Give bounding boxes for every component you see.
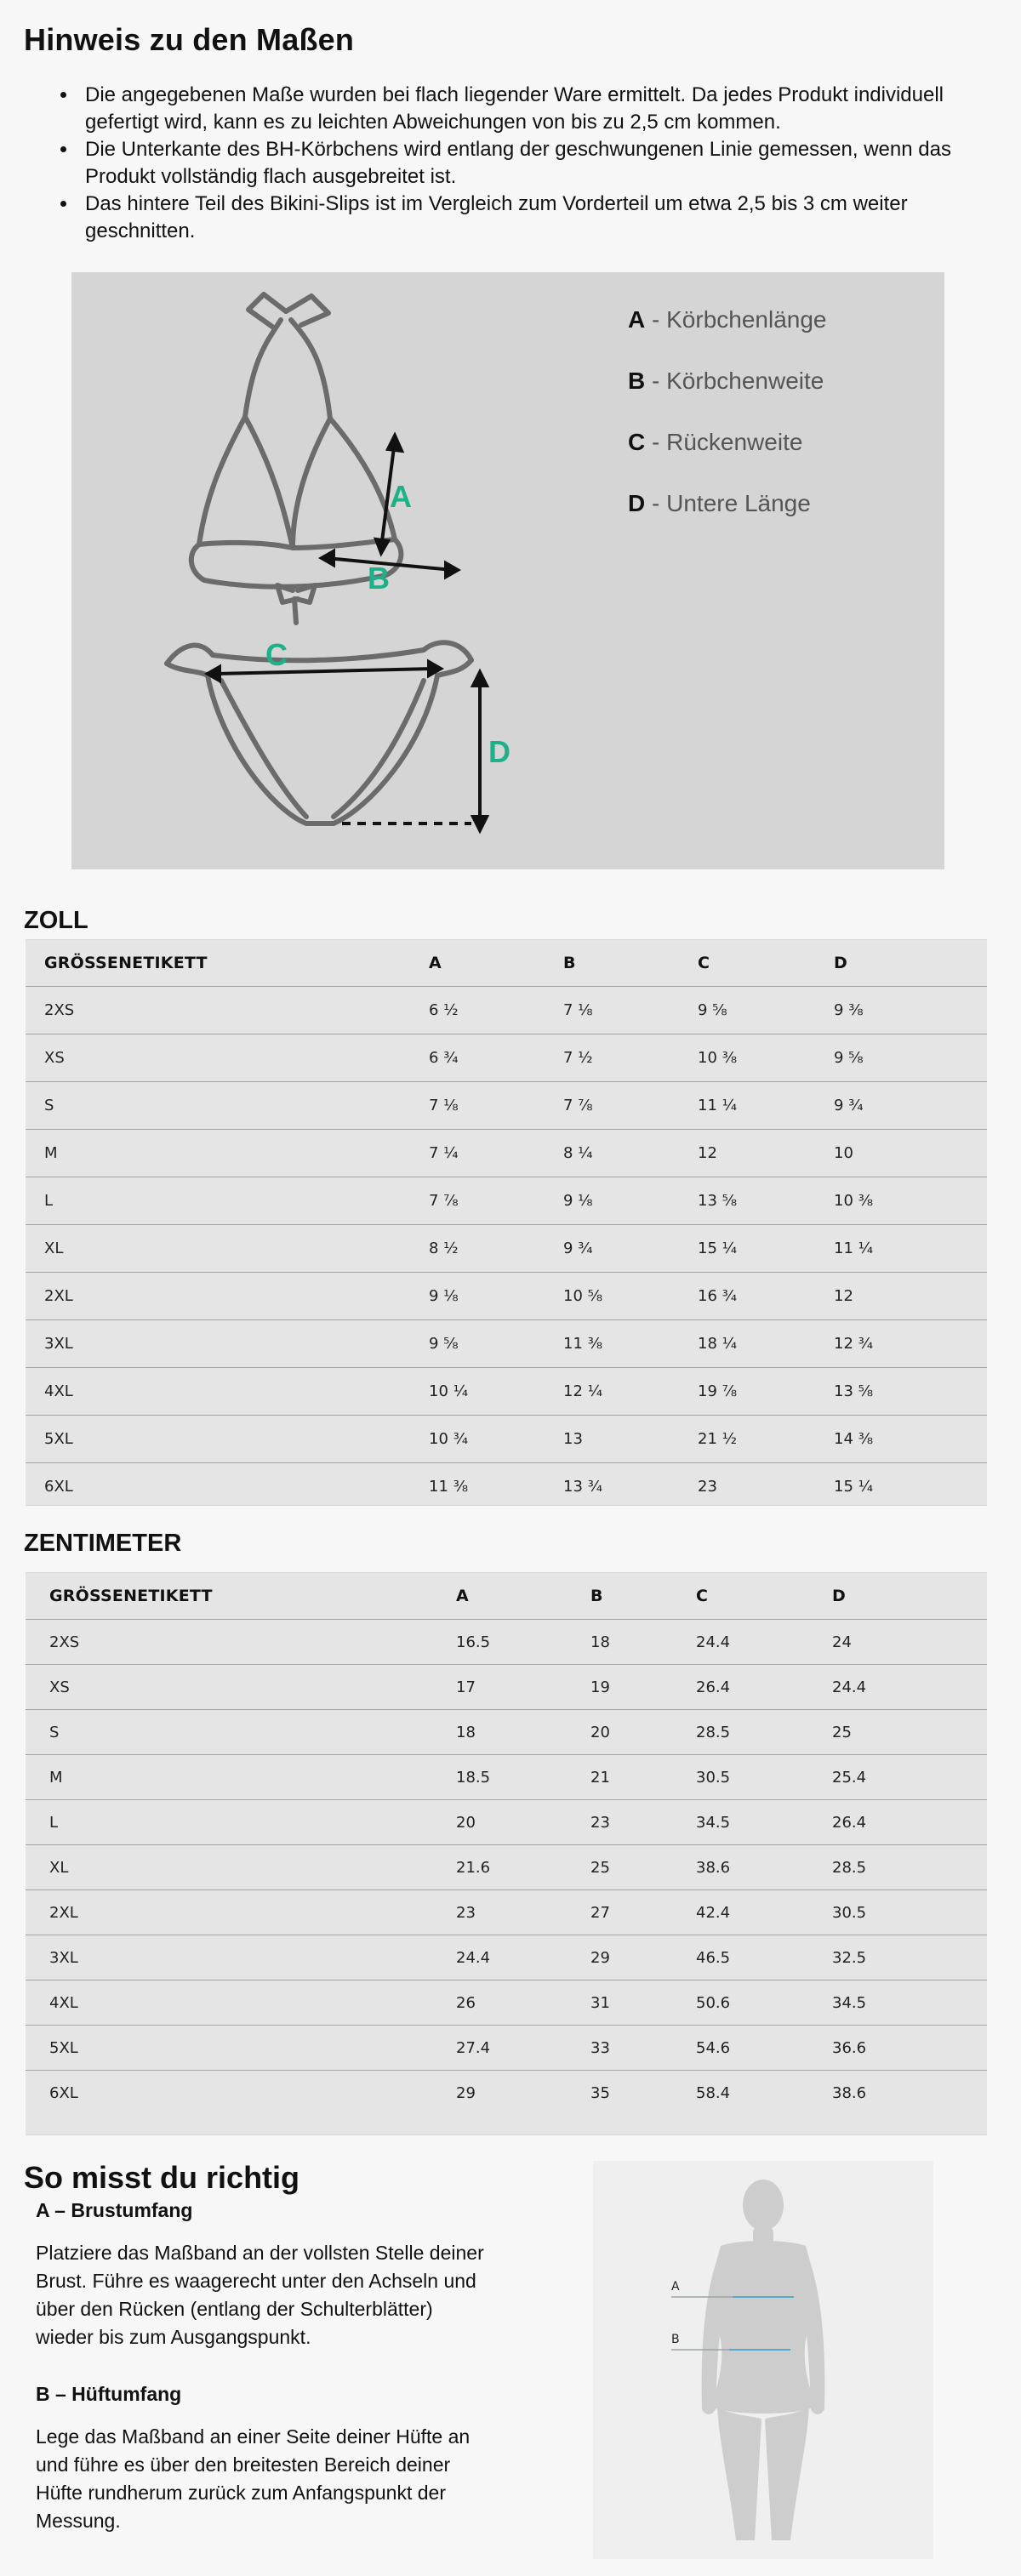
legend-letter: B — [628, 368, 646, 394]
value-cell: 21.6 — [456, 1845, 590, 1890]
value-cell: 9 ⅛ — [429, 1273, 563, 1320]
value-cell: 9 ⅛ — [563, 1177, 698, 1225]
table-row — [26, 2071, 987, 2116]
value-cell: 16 ¾ — [698, 1273, 834, 1320]
figure-label-b: B — [671, 2333, 680, 2346]
value-cell: 18 — [590, 1620, 696, 1665]
legend-item — [628, 306, 900, 368]
value-cell: 18.5 — [456, 1755, 590, 1800]
value-cell: 25 — [590, 1845, 696, 1890]
value-cell: 26.4 — [696, 1665, 832, 1710]
table-row — [26, 1935, 987, 1980]
diagram-legend — [628, 306, 900, 551]
value-cell: 7 ⅛ — [563, 987, 698, 1034]
value-cell: 15 ¼ — [834, 1463, 987, 1511]
size-cell: M — [26, 1755, 456, 1800]
value-cell: 13 ⅝ — [834, 1368, 987, 1416]
table-row — [26, 987, 987, 1034]
bust-instructions: Platziere das Maßband an der vollsten Stelle deiner Brust. Führe es waagerecht unter den Achseln und über den Rücken (entlang der Schulterblätter) wieder bis zum Ausgangspunkt. — [36, 2242, 484, 2348]
value-cell: 28.5 — [696, 1710, 832, 1755]
size-cell: XL — [26, 1225, 429, 1273]
value-cell: 34.5 — [696, 1800, 832, 1845]
value-cell: 50.6 — [696, 1980, 832, 2026]
value-cell: 7 ¼ — [429, 1130, 563, 1177]
value-cell: 7 ⅞ — [429, 1177, 563, 1225]
cm-size-table — [26, 1572, 987, 2135]
value-cell: 8 ½ — [429, 1225, 563, 1273]
size-cell: XL — [26, 1845, 456, 1890]
inch-size-table — [26, 939, 987, 1506]
notes-title: Hinweis zu den Maßen — [24, 22, 355, 57]
column-header: B — [563, 954, 576, 972]
column-header: B — [590, 1587, 603, 1605]
value-cell: 12 — [698, 1130, 834, 1177]
diagram-letter-d: D — [488, 734, 510, 769]
size-cell: XS — [26, 1665, 456, 1710]
size-cell: 5XL — [26, 2026, 456, 2071]
table-row — [26, 1800, 987, 1845]
legend-letter: A — [628, 306, 646, 333]
size-cell: 6XL — [26, 1463, 429, 1511]
value-cell: 25.4 — [832, 1755, 987, 1800]
value-cell: 12 ¼ — [563, 1368, 698, 1416]
measuring-guide — [24, 2159, 551, 2535]
value-cell: 23 — [456, 1890, 590, 1935]
value-cell: 15 ¼ — [698, 1225, 834, 1273]
value-cell: 9 ⅜ — [834, 987, 987, 1034]
table-row — [26, 1177, 987, 1225]
value-cell: 30.5 — [696, 1755, 832, 1800]
value-cell: 31 — [590, 1980, 696, 2026]
value-cell: 35 — [590, 2071, 696, 2116]
column-header: D — [832, 1587, 846, 1605]
value-cell: 58.4 — [696, 2071, 832, 2116]
table-row — [26, 1665, 987, 1710]
figure-label-a: A — [671, 2280, 680, 2294]
value-cell: 42.4 — [696, 1890, 832, 1935]
hip-instructions: Lege das Maßband an einer Seite deiner Hüfte an und führe es über den breitesten Bereich deiner Hüfte rundherum zurück zum Anfangspunkt der Messung. — [36, 2425, 471, 2532]
value-cell: 9 ⅝ — [698, 987, 834, 1034]
table-row — [26, 1463, 987, 1511]
size-cell: S — [26, 1082, 429, 1130]
note-item: • Das hintere Teil des Bikini-Slips ist im Vergleich zum Vorderteil um etwa 2,5 bis 3 cm weiter geschnitten. — [78, 191, 980, 245]
value-cell: 19 ⅞ — [698, 1368, 834, 1416]
value-cell: 21 — [590, 1755, 696, 1800]
value-cell: 9 ⅝ — [834, 1034, 987, 1082]
value-cell: 27.4 — [456, 2026, 590, 2071]
value-cell: 24.4 — [696, 1620, 832, 1665]
value-cell: 54.6 — [696, 2026, 832, 2071]
size-cell: 6XL — [26, 2071, 456, 2116]
table-row — [26, 1320, 987, 1368]
table-header-row — [26, 940, 987, 987]
size-cell: 2XL — [26, 1273, 429, 1320]
size-cell: 4XL — [26, 1368, 429, 1416]
value-cell: 10 ⅜ — [834, 1177, 987, 1225]
size-cell: 2XS — [26, 987, 429, 1034]
notes-list — [78, 82, 980, 245]
table-row — [26, 1755, 987, 1800]
value-cell: 30.5 — [832, 1890, 987, 1935]
legend-label: - Rückenweite — [645, 429, 803, 455]
value-cell: 28.5 — [832, 1845, 987, 1890]
size-cell: 2XL — [26, 1890, 456, 1935]
value-cell: 24.4 — [832, 1665, 987, 1710]
size-cell: 4XL — [26, 1980, 456, 2026]
table-row — [26, 1890, 987, 1935]
table-row — [26, 1845, 987, 1890]
value-cell: 7 ⅛ — [429, 1082, 563, 1130]
value-cell: 12 ¾ — [834, 1320, 987, 1368]
value-cell: 21 ½ — [698, 1416, 834, 1463]
value-cell: 11 ¼ — [834, 1225, 987, 1273]
value-cell: 9 ¾ — [563, 1225, 698, 1273]
value-cell: 18 — [456, 1710, 590, 1755]
value-cell: 38.6 — [832, 2071, 987, 2116]
body-silhouette — [593, 2161, 933, 2559]
size-cell: S — [26, 1710, 456, 1755]
value-cell: 13 ¾ — [563, 1463, 698, 1511]
value-cell: 10 ¼ — [429, 1368, 563, 1416]
column-header: C — [698, 954, 710, 972]
table-row — [26, 1710, 987, 1755]
column-header: GRÖSSENETIKETT — [49, 1587, 213, 1605]
legend-letter: C — [628, 429, 646, 455]
size-table — [26, 940, 987, 1510]
value-cell: 33 — [590, 2026, 696, 2071]
value-cell: 29 — [590, 1935, 696, 1980]
value-cell: 34.5 — [832, 1980, 987, 2026]
table-row — [26, 1980, 987, 2026]
size-cell: XS — [26, 1034, 429, 1082]
size-cell: M — [26, 1130, 429, 1177]
value-cell: 13 ⅝ — [698, 1177, 834, 1225]
column-header: A — [456, 1587, 469, 1605]
value-cell: 7 ⅞ — [563, 1082, 698, 1130]
legend-label: - Körbchenlänge — [645, 306, 827, 333]
value-cell: 10 ¾ — [429, 1416, 563, 1463]
value-cell: 17 — [456, 1665, 590, 1710]
value-cell: 24.4 — [456, 1935, 590, 1980]
value-cell: 16.5 — [456, 1620, 590, 1665]
value-cell: 14 ⅜ — [834, 1416, 987, 1463]
diagram-letter-c: C — [265, 637, 288, 672]
value-cell: 27 — [590, 1890, 696, 1935]
table-header-row — [26, 1573, 987, 1620]
measure-title: So misst du richtig — [24, 2160, 300, 2195]
table-row — [26, 1273, 987, 1320]
value-cell: 6 ½ — [429, 987, 563, 1034]
inch-table-title: ZOLL — [24, 907, 88, 934]
diagram-letter-b: B — [368, 561, 390, 596]
value-cell: 23 — [590, 1800, 696, 1845]
table-row — [26, 1130, 987, 1177]
table-row — [26, 1416, 987, 1463]
value-cell: 11 ⅜ — [563, 1320, 698, 1368]
column-header: D — [834, 954, 847, 972]
value-cell: 10 ⅝ — [563, 1273, 698, 1320]
value-cell: 10 ⅜ — [698, 1034, 834, 1082]
table-row — [26, 1082, 987, 1130]
value-cell: 46.5 — [696, 1935, 832, 1980]
legend-label: - Körbchenweite — [645, 368, 824, 394]
bust-heading: A – Brustumfang — [36, 2199, 193, 2221]
legend-label: - Untere Länge — [645, 490, 811, 516]
value-cell: 12 — [834, 1273, 987, 1320]
legend-item — [628, 490, 900, 551]
cm-table-title: ZENTIMETER — [24, 1530, 182, 1557]
value-cell: 9 ⅝ — [429, 1320, 563, 1368]
column-header: GRÖSSENETIKETT — [44, 954, 208, 972]
value-cell: 11 ⅜ — [429, 1463, 563, 1511]
size-cell: 3XL — [26, 1320, 429, 1368]
table-row — [26, 2026, 987, 2071]
value-cell: 8 ¼ — [563, 1130, 698, 1177]
size-cell: 3XL — [26, 1935, 456, 1980]
value-cell: 25 — [832, 1710, 987, 1755]
value-cell: 38.6 — [696, 1845, 832, 1890]
value-cell: 18 ¼ — [698, 1320, 834, 1368]
size-table — [26, 1573, 987, 2115]
value-cell: 32.5 — [832, 1935, 987, 1980]
hip-heading: B – Hüftumfang — [36, 2383, 182, 2405]
value-cell: 26 — [456, 1980, 590, 2026]
value-cell: 29 — [456, 2071, 590, 2116]
table-row — [26, 1225, 987, 1273]
value-cell: 20 — [590, 1710, 696, 1755]
column-header: C — [696, 1587, 709, 1605]
note-item: • Die Unterkante des BH-Körbchens wird entlang der geschwungenen Linie gemessen, wenn das Produkt vollständig flach ausgebreitet ist. — [78, 136, 980, 191]
body-figure — [593, 2161, 933, 2559]
legend-item — [628, 368, 900, 429]
value-cell: 24 — [832, 1620, 987, 1665]
value-cell: 26.4 — [832, 1800, 987, 1845]
diagram-letter-a: A — [390, 479, 412, 514]
value-cell: 9 ¾ — [834, 1082, 987, 1130]
size-cell: L — [26, 1177, 429, 1225]
table-row — [26, 1034, 987, 1082]
value-cell: 20 — [456, 1800, 590, 1845]
value-cell: 10 — [834, 1130, 987, 1177]
value-cell: 7 ½ — [563, 1034, 698, 1082]
value-cell: 6 ¾ — [429, 1034, 563, 1082]
size-cell: L — [26, 1800, 456, 1845]
column-header: A — [429, 954, 442, 972]
value-cell: 23 — [698, 1463, 834, 1511]
legend-letter: D — [628, 490, 646, 516]
size-cell: 2XS — [26, 1620, 456, 1665]
value-cell: 36.6 — [832, 2026, 987, 2071]
note-item: • Die angegebenen Maße wurden bei flach liegender Ware ermittelt. Da jedes Produkt individuell gefertigt wird, kann es zu leichten Abweichungen von bis zu 2,5 cm kommen. — [78, 82, 980, 136]
size-cell: 5XL — [26, 1416, 429, 1463]
table-row — [26, 1368, 987, 1416]
legend-item — [628, 429, 900, 490]
value-cell: 13 — [563, 1416, 698, 1463]
table-row — [26, 1620, 987, 1665]
bikini-diagram — [71, 272, 944, 869]
value-cell: 11 ¼ — [698, 1082, 834, 1130]
value-cell: 19 — [590, 1665, 696, 1710]
